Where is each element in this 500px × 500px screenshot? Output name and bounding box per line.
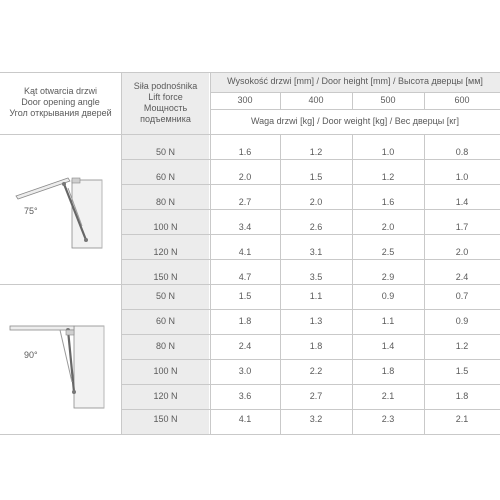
s75-r3-c1: 2.7: [238, 197, 252, 207]
s90-r5-c1: 3.6: [238, 391, 252, 401]
s75-force-150: 150 N: [153, 272, 178, 282]
s90-r6-c4: 2.1: [455, 414, 469, 424]
s90-r2-c2: 1.3: [309, 316, 323, 326]
s90-r4-c1: 3.0: [238, 366, 252, 376]
s75-r2-c4: 1.0: [455, 172, 469, 182]
s90-r2-c3: 1.1: [381, 316, 395, 326]
s75-force-100: 100 N: [153, 222, 178, 232]
door-weight-header: Waga drzwi [kg] / Door weight [kg] / Вес дверцы [кг]: [250, 116, 459, 126]
s90-r1-c3: 0.9: [381, 291, 395, 301]
force-header-ru-1: Мощность: [143, 103, 188, 113]
s75-row-rule-3: [121, 209, 500, 210]
s75-r6-c2: 3.5: [309, 272, 323, 282]
angle-header-pl: Kąt otwarcia drzwi: [23, 86, 98, 96]
s90-force-100: 100 N: [153, 366, 178, 376]
height-300: 300: [237, 95, 253, 105]
angle-90-label: 90°: [24, 350, 38, 360]
s90-r3-c4: 1.2: [455, 341, 469, 351]
s75-r5-c4: 2.0: [455, 247, 469, 257]
s75-r2-c2: 1.5: [309, 172, 323, 182]
s75-r6-c4: 2.4: [455, 272, 469, 282]
header-rule-1: [210, 92, 500, 93]
s75-r2-c1: 2.0: [238, 172, 252, 182]
angle-column-header: [0, 86, 121, 119]
s90-force-150: 150 N: [153, 414, 178, 424]
s75-r3-c2: 2.0: [309, 197, 323, 207]
s90-row-rule-3: [121, 359, 500, 360]
s75-r1-c1: 1.6: [238, 147, 252, 157]
lift-force-table: [0, 72, 500, 485]
s90-r5-c2: 2.7: [309, 391, 323, 401]
s90-force-80: 80 N: [155, 341, 175, 351]
s90-force-60: 60 N: [155, 316, 175, 326]
top-rule: [0, 72, 500, 73]
s90-row-rule-4: [121, 384, 500, 385]
s75-r4-c1: 3.4: [238, 222, 252, 232]
s90-r6-c1: 4.1: [238, 414, 252, 424]
s75-r4-c3: 2.0: [381, 222, 395, 232]
s75-row-rule-1: [121, 159, 500, 160]
s90-r4-c2: 2.2: [309, 366, 323, 376]
force-column-header: [121, 81, 210, 125]
s90-r6-c3: 2.3: [381, 414, 395, 424]
s90-r1-c4: 0.7: [455, 291, 469, 301]
s75-r2-c3: 1.2: [381, 172, 395, 182]
s90-r6-c2: 3.2: [309, 414, 323, 424]
s90-r1-c1: 1.5: [238, 291, 252, 301]
angle-header-en: Door opening angle: [21, 97, 100, 107]
height-400: 400: [308, 95, 324, 105]
s75-r3-c3: 1.6: [381, 197, 395, 207]
s75-r5-c3: 2.5: [381, 247, 395, 257]
header-bottom-rule: [0, 134, 500, 135]
section-divider-rule: [0, 284, 500, 285]
s75-row-rule-4: [121, 234, 500, 235]
s90-row-rule-5: [121, 409, 500, 410]
s75-row-rule-5: [121, 259, 500, 260]
angle-75-label: 75°: [24, 206, 38, 216]
s90-r3-c2: 1.8: [309, 341, 323, 351]
s75-r4-c4: 1.7: [455, 222, 469, 232]
s75-r4-c2: 2.6: [309, 222, 323, 232]
force-header-pl: Siła podnośnika: [133, 81, 198, 91]
s75-r3-c4: 1.4: [455, 197, 469, 207]
s90-r4-c3: 1.8: [381, 366, 395, 376]
s90-r5-c3: 2.1: [381, 391, 395, 401]
header-rule-2: [210, 109, 500, 110]
s75-force-80: 80 N: [155, 197, 175, 207]
height-600: 600: [454, 95, 470, 105]
s90-r1-c2: 1.1: [309, 291, 323, 301]
bottom-rule: [0, 434, 500, 435]
s75-r5-c1: 4.1: [238, 247, 252, 257]
s75-force-120: 120 N: [153, 247, 178, 257]
s90-row-rule-1: [121, 309, 500, 310]
s75-row-rule-2: [121, 184, 500, 185]
s90-r2-c4: 0.9: [455, 316, 469, 326]
s90-force-50: 50 N: [155, 291, 175, 301]
s90-r3-c3: 1.4: [381, 341, 395, 351]
s75-r6-c1: 4.7: [238, 272, 252, 282]
s90-r5-c4: 1.8: [455, 391, 469, 401]
s90-row-rule-2: [121, 334, 500, 335]
s90-force-120: 120 N: [153, 391, 178, 401]
force-header-en: Lift force: [148, 92, 183, 102]
angle-header-ru: Угол открывания дверей: [9, 108, 112, 118]
force-header-ru-2: подъемника: [140, 114, 191, 124]
s75-force-50: 50 N: [155, 147, 175, 157]
s75-force-60: 60 N: [155, 172, 175, 182]
s90-r2-c1: 1.8: [238, 316, 252, 326]
s75-r1-c4: 0.8: [455, 147, 469, 157]
door-height-header: Wysokość drzwi [mm] / Door height [mm] / Высота дверцы [мм]: [227, 76, 483, 86]
s75-r1-c2: 1.2: [309, 147, 323, 157]
s75-r1-c3: 1.0: [381, 147, 395, 157]
s90-r3-c1: 2.4: [238, 341, 252, 351]
door-90-illustration: [8, 322, 110, 412]
s75-r5-c2: 3.1: [309, 247, 323, 257]
height-500: 500: [380, 95, 396, 105]
s90-r4-c4: 1.5: [455, 366, 469, 376]
s75-r6-c3: 2.9: [381, 272, 395, 282]
